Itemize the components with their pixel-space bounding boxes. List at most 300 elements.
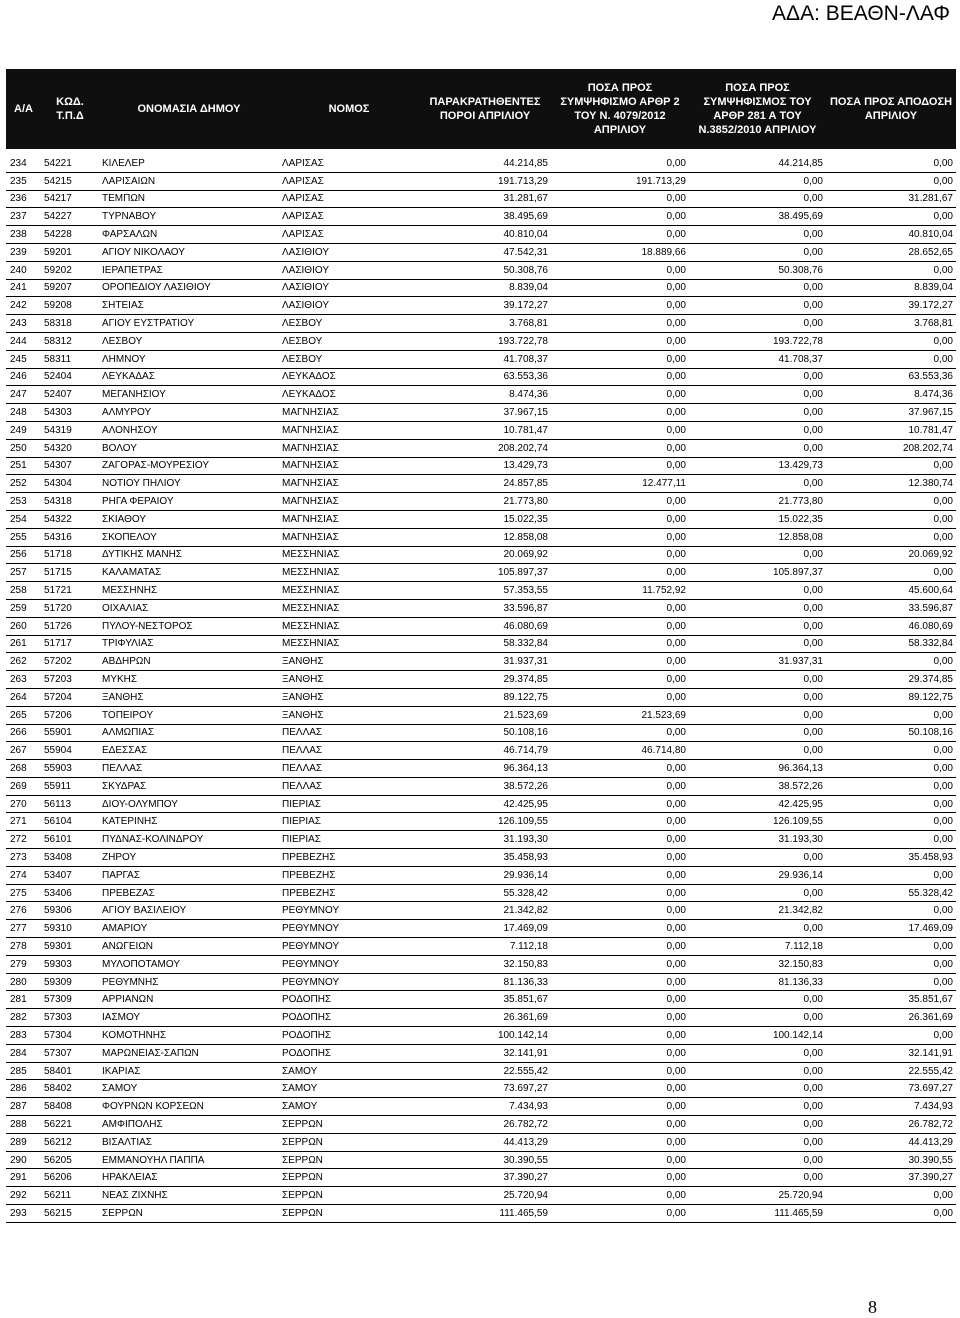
offset-3852-amount: 0,00	[689, 386, 826, 404]
withheld-amount: 20.069,92	[419, 546, 551, 564]
payout-amount: 0,00	[826, 777, 956, 795]
row-number: 242	[6, 297, 41, 315]
payout-amount: 45.600,64	[826, 582, 956, 600]
municipality-code: 57206	[41, 706, 99, 724]
col-header-offset-4079: ΠΟΣΑ ΠΡΟΣ ΣΥΜΨΗΦΙΣΜΟ ΑΡΘΡ 2 ΤΟΥ Ν. 4079/2012 ΑΠΡΙΛΙΟΥ	[551, 69, 689, 149]
row-number: 248	[6, 404, 41, 422]
payout-amount: 35.458,93	[826, 849, 956, 867]
table-row	[6, 831, 956, 849]
table-row	[6, 546, 956, 564]
municipality-code: 59310	[41, 920, 99, 938]
withheld-amount: 24.857,85	[419, 475, 551, 493]
col-header-municipality: ΟΝΟΜΑΣΙΑ ΔΗΜΟΥ	[99, 69, 279, 149]
row-number: 282	[6, 1009, 41, 1027]
prefecture: ΡΕΘΥΜΝΟΥ	[279, 902, 419, 920]
offset-4079-amount: 0,00	[551, 724, 689, 742]
payout-amount: 0,00	[826, 706, 956, 724]
municipality-name: ΑΓΙΟΥ ΒΑΣΙΛΕΙΟΥ	[99, 902, 279, 920]
offset-4079-amount: 0,00	[551, 510, 689, 528]
row-number: 263	[6, 671, 41, 689]
table-row	[6, 884, 956, 902]
prefecture: ΜΕΣΣΗΝΙΑΣ	[279, 546, 419, 564]
offset-3852-amount: 0,00	[689, 475, 826, 493]
payout-amount: 58.332,84	[826, 635, 956, 653]
table-row	[6, 1044, 956, 1062]
payout-amount: 0,00	[826, 564, 956, 582]
prefecture: ΜΑΓΝΗΣΙΑΣ	[279, 475, 419, 493]
col-header-aa: Α/Α	[6, 69, 41, 149]
municipality-name: ΡΗΓΑ ΦΕΡΑΙΟΥ	[99, 493, 279, 511]
offset-4079-amount: 191.713,29	[551, 172, 689, 190]
withheld-amount: 100.142,14	[419, 1027, 551, 1045]
withheld-amount: 44.413,29	[419, 1133, 551, 1151]
prefecture: ΡΕΘΥΜΝΟΥ	[279, 973, 419, 991]
prefecture: ΡΟΔΟΠΗΣ	[279, 1044, 419, 1062]
prefecture: ΞΑΝΘΗΣ	[279, 688, 419, 706]
offset-3852-amount: 13.429,73	[689, 457, 826, 475]
prefecture: ΡΕΘΥΜΝΟΥ	[279, 955, 419, 973]
prefecture: ΛΕΣΒΟΥ	[279, 315, 419, 333]
withheld-amount: 208.202,74	[419, 439, 551, 457]
prefecture: ΡΟΔΟΠΗΣ	[279, 1009, 419, 1027]
withheld-amount: 63.553,36	[419, 368, 551, 386]
withheld-amount: 31.281,67	[419, 190, 551, 208]
municipality-code: 51726	[41, 617, 99, 635]
municipality-name: ΑΜΑΡΙΟΥ	[99, 920, 279, 938]
offset-4079-amount: 0,00	[551, 938, 689, 956]
row-number: 246	[6, 368, 41, 386]
table-row	[6, 795, 956, 813]
municipality-name: ΔΙΟΥ-ΟΛΥΜΠΟΥ	[99, 795, 279, 813]
offset-3852-amount: 0,00	[689, 884, 826, 902]
row-number: 257	[6, 564, 41, 582]
row-number: 240	[6, 261, 41, 279]
municipality-name: ΠΥΛΟΥ-ΝΕΣΤΟΡΟΣ	[99, 617, 279, 635]
payout-amount: 31.281,67	[826, 190, 956, 208]
offset-4079-amount: 0,00	[551, 457, 689, 475]
offset-3852-amount: 0,00	[689, 1133, 826, 1151]
offset-3852-amount: 29.936,14	[689, 866, 826, 884]
prefecture: ΣΑΜΟΥ	[279, 1080, 419, 1098]
payout-amount: 0,00	[826, 973, 956, 991]
withheld-amount: 40.810,04	[419, 226, 551, 244]
municipality-name: ΣΚΟΠΕΛΟΥ	[99, 528, 279, 546]
offset-3852-amount: 0,00	[689, 546, 826, 564]
municipality-name: ΕΔΕΣΣΑΣ	[99, 742, 279, 760]
municipality-code: 54227	[41, 208, 99, 226]
table-row	[6, 1080, 956, 1098]
municipality-name: ΝΕΑΣ ΖΙΧΝΗΣ	[99, 1187, 279, 1205]
table-row	[6, 421, 956, 439]
municipality-code: 52404	[41, 368, 99, 386]
row-number: 279	[6, 955, 41, 973]
table-row	[6, 332, 956, 350]
payout-amount: 10.781,47	[826, 421, 956, 439]
offset-4079-amount: 0,00	[551, 795, 689, 813]
payout-amount: 0,00	[826, 493, 956, 511]
municipality-code: 59306	[41, 902, 99, 920]
table-row	[6, 1098, 956, 1116]
municipality-code: 56206	[41, 1169, 99, 1187]
municipality-name: ΤΕΜΠΩΝ	[99, 190, 279, 208]
row-number: 239	[6, 243, 41, 261]
prefecture: ΠΙΕΡΙΑΣ	[279, 795, 419, 813]
prefecture: ΠΙΕΡΙΑΣ	[279, 813, 419, 831]
offset-4079-amount: 0,00	[551, 902, 689, 920]
row-number: 278	[6, 938, 41, 956]
withheld-amount: 191.713,29	[419, 172, 551, 190]
municipality-name: ΑΜΦΙΠΟΛΗΣ	[99, 1116, 279, 1134]
municipality-code: 57303	[41, 1009, 99, 1027]
prefecture: ΜΑΓΝΗΣΙΑΣ	[279, 528, 419, 546]
row-number: 249	[6, 421, 41, 439]
offset-3852-amount: 0,00	[689, 226, 826, 244]
offset-4079-amount: 0,00	[551, 1169, 689, 1187]
row-number: 261	[6, 635, 41, 653]
table-row	[6, 902, 956, 920]
municipality-name: ΖΑΓΟΡΑΣ-ΜΟΥΡΕΣΙΟΥ	[99, 457, 279, 475]
row-number: 271	[6, 813, 41, 831]
table-row	[6, 760, 956, 778]
table-row	[6, 297, 956, 315]
prefecture: ΠΙΕΡΙΑΣ	[279, 831, 419, 849]
municipality-code: 56215	[41, 1205, 99, 1223]
page-number: 8	[868, 1297, 877, 1317]
offset-4079-amount: 0,00	[551, 1044, 689, 1062]
prefecture: ΡΟΔΟΠΗΣ	[279, 991, 419, 1009]
municipality-code: 54217	[41, 190, 99, 208]
withheld-amount: 50.308,76	[419, 261, 551, 279]
row-number: 236	[6, 190, 41, 208]
payout-amount: 46.080,69	[826, 617, 956, 635]
offset-3852-amount: 100.142,14	[689, 1027, 826, 1045]
table-row	[6, 528, 956, 546]
offset-3852-amount: 126.109,55	[689, 813, 826, 831]
municipality-code: 57304	[41, 1027, 99, 1045]
table-row	[6, 190, 956, 208]
withheld-amount: 193.722,78	[419, 332, 551, 350]
prefecture: ΛΑΡΙΣΑΣ	[279, 226, 419, 244]
table-row	[6, 404, 956, 422]
offset-4079-amount: 0,00	[551, 315, 689, 333]
offset-4079-amount: 0,00	[551, 421, 689, 439]
offset-4079-amount: 0,00	[551, 439, 689, 457]
offset-3852-amount: 0,00	[689, 582, 826, 600]
offset-3852-amount: 105.897,37	[689, 564, 826, 582]
municipality-code: 58311	[41, 350, 99, 368]
municipality-code: 51718	[41, 546, 99, 564]
payout-amount: 28.652,65	[826, 243, 956, 261]
municipality-name: ΛΕΥΚΑΔΑΣ	[99, 368, 279, 386]
withheld-amount: 58.332,84	[419, 635, 551, 653]
municipality-name: ΑΓΙΟΥ ΕΥΣΤΡΑΤΙΟΥ	[99, 315, 279, 333]
table-body	[6, 155, 956, 1222]
row-number: 273	[6, 849, 41, 867]
offset-4079-amount: 0,00	[551, 1205, 689, 1223]
payout-amount: 0,00	[826, 1027, 956, 1045]
offset-4079-amount: 46.714,80	[551, 742, 689, 760]
offset-3852-amount: 0,00	[689, 991, 826, 1009]
table-row	[6, 208, 956, 226]
municipality-code: 51720	[41, 599, 99, 617]
offset-4079-amount: 0,00	[551, 1133, 689, 1151]
offset-4079-amount: 0,00	[551, 973, 689, 991]
offset-3852-amount: 0,00	[689, 742, 826, 760]
table-row	[6, 973, 956, 991]
payout-amount: 26.782,72	[826, 1116, 956, 1134]
municipality-code: 54221	[41, 155, 99, 172]
table-row	[6, 475, 956, 493]
municipality-name: ΒΙΣΑΛΤΙΑΣ	[99, 1133, 279, 1151]
offset-4079-amount: 0,00	[551, 493, 689, 511]
table-row	[6, 172, 956, 190]
offset-4079-amount: 0,00	[551, 279, 689, 297]
row-number: 241	[6, 279, 41, 297]
municipality-name: ΚΑΤΕΡΙΝΗΣ	[99, 813, 279, 831]
row-number: 251	[6, 457, 41, 475]
offset-4079-amount: 0,00	[551, 190, 689, 208]
offset-3852-amount: 0,00	[689, 1080, 826, 1098]
withheld-amount: 7.112,18	[419, 938, 551, 956]
row-number: 288	[6, 1116, 41, 1134]
offset-4079-amount: 0,00	[551, 155, 689, 172]
offset-4079-amount: 0,00	[551, 831, 689, 849]
withheld-amount: 35.458,93	[419, 849, 551, 867]
municipality-code: 54303	[41, 404, 99, 422]
prefecture: ΜΕΣΣΗΝΙΑΣ	[279, 617, 419, 635]
withheld-amount: 42.425,95	[419, 795, 551, 813]
municipality-name: ΚΑΛΑΜΑΤΑΣ	[99, 564, 279, 582]
table-row	[6, 279, 956, 297]
municipality-name: ΙΕΡΑΠΕΤΡΑΣ	[99, 261, 279, 279]
municipality-name: ΣΕΡΡΩΝ	[99, 1205, 279, 1223]
municipality-name: ΛΑΡΙΣΑΙΩΝ	[99, 172, 279, 190]
offset-3852-amount: 0,00	[689, 421, 826, 439]
offset-4079-amount: 18.889,66	[551, 243, 689, 261]
withheld-amount: 3.768,81	[419, 315, 551, 333]
offset-4079-amount: 0,00	[551, 1187, 689, 1205]
offset-3852-amount: 31.193,30	[689, 831, 826, 849]
table-row	[6, 1116, 956, 1134]
offset-3852-amount: 0,00	[689, 724, 826, 742]
table-row	[6, 938, 956, 956]
table-row	[6, 706, 956, 724]
withheld-amount: 96.364,13	[419, 760, 551, 778]
municipality-code: 52407	[41, 386, 99, 404]
table-row	[6, 439, 956, 457]
table-row	[6, 155, 956, 172]
municipality-name: ΗΡΑΚΛΕΙΑΣ	[99, 1169, 279, 1187]
prefecture: ΡΕΘΥΜΝΟΥ	[279, 938, 419, 956]
municipality-name: ΣΚΥΔΡΑΣ	[99, 777, 279, 795]
row-number: 247	[6, 386, 41, 404]
offset-3852-amount: 0,00	[689, 635, 826, 653]
table-row	[6, 955, 956, 973]
municipality-name: ΑΒΔΗΡΩΝ	[99, 653, 279, 671]
offset-3852-amount: 0,00	[689, 849, 826, 867]
payout-amount: 63.553,36	[826, 368, 956, 386]
withheld-amount: 32.150,83	[419, 955, 551, 973]
table-row	[6, 510, 956, 528]
row-number: 262	[6, 653, 41, 671]
municipality-code: 59208	[41, 297, 99, 315]
offset-4079-amount: 0,00	[551, 1009, 689, 1027]
municipality-name: ΡΕΘΥΜΝΗΣ	[99, 973, 279, 991]
withheld-amount: 44.214,85	[419, 155, 551, 172]
municipality-code: 53407	[41, 866, 99, 884]
withheld-amount: 17.469,09	[419, 920, 551, 938]
row-number: 286	[6, 1080, 41, 1098]
row-number: 290	[6, 1151, 41, 1169]
withheld-amount: 13.429,73	[419, 457, 551, 475]
row-number: 264	[6, 688, 41, 706]
table-row	[6, 653, 956, 671]
municipality-code: 59201	[41, 243, 99, 261]
offset-4079-amount: 0,00	[551, 261, 689, 279]
payout-amount: 0,00	[826, 866, 956, 884]
table-row	[6, 599, 956, 617]
withheld-amount: 35.851,67	[419, 991, 551, 1009]
row-number: 289	[6, 1133, 41, 1151]
withheld-amount: 15.022,35	[419, 510, 551, 528]
table-row	[6, 350, 956, 368]
prefecture: ΠΕΛΛΑΣ	[279, 742, 419, 760]
offset-3852-amount: 0,00	[689, 706, 826, 724]
table-row	[6, 635, 956, 653]
table-row	[6, 1133, 956, 1151]
withheld-amount: 41.708,37	[419, 350, 551, 368]
offset-3852-amount: 44.214,85	[689, 155, 826, 172]
row-number: 254	[6, 510, 41, 528]
municipality-name: ΤΡΙΦΥΛΙΑΣ	[99, 635, 279, 653]
offset-4079-amount: 0,00	[551, 208, 689, 226]
prefecture: ΣΑΜΟΥ	[279, 1062, 419, 1080]
payout-amount: 26.361,69	[826, 1009, 956, 1027]
municipality-name: ΜΑΡΩΝΕΙΑΣ-ΣΑΠΩΝ	[99, 1044, 279, 1062]
offset-3852-amount: 96.364,13	[689, 760, 826, 778]
col-header-code: ΚΩΔ. Τ.Π.Δ	[41, 69, 99, 149]
prefecture: ΜΑΓΝΗΣΙΑΣ	[279, 404, 419, 422]
offset-3852-amount: 31.937,31	[689, 653, 826, 671]
offset-3852-amount: 0,00	[689, 315, 826, 333]
offset-3852-amount: 21.342,82	[689, 902, 826, 920]
payout-amount: 29.374,85	[826, 671, 956, 689]
municipality-code: 51721	[41, 582, 99, 600]
payments-table	[6, 69, 956, 1223]
offset-4079-amount: 0,00	[551, 546, 689, 564]
row-number: 270	[6, 795, 41, 813]
municipality-code: 55904	[41, 742, 99, 760]
municipality-code: 58408	[41, 1098, 99, 1116]
prefecture: ΠΕΛΛΑΣ	[279, 760, 419, 778]
table-header-row	[6, 69, 956, 149]
prefecture: ΣΕΡΡΩΝ	[279, 1116, 419, 1134]
table-row	[6, 617, 956, 635]
table-row	[6, 671, 956, 689]
offset-4079-amount: 0,00	[551, 368, 689, 386]
table-row	[6, 1169, 956, 1187]
municipality-code: 54322	[41, 510, 99, 528]
payout-amount: 0,00	[826, 155, 956, 172]
offset-3852-amount: 0,00	[689, 1062, 826, 1080]
prefecture: ΜΑΓΝΗΣΙΑΣ	[279, 457, 419, 475]
row-number: 291	[6, 1169, 41, 1187]
col-header-withheld: ΠΑΡΑΚΡΑΤΗΘΕΝΤΕΣ ΠΟΡΟΙ ΑΠΡΙΛΙΟΥ	[419, 69, 551, 149]
withheld-amount: 46.080,69	[419, 617, 551, 635]
offset-3852-amount: 12.858,08	[689, 528, 826, 546]
table-row	[6, 1062, 956, 1080]
payout-amount: 20.069,92	[826, 546, 956, 564]
table-row	[6, 742, 956, 760]
table-row	[6, 564, 956, 582]
row-number: 256	[6, 546, 41, 564]
row-number: 265	[6, 706, 41, 724]
withheld-amount: 29.936,14	[419, 866, 551, 884]
municipality-code: 57202	[41, 653, 99, 671]
offset-3852-amount: 81.136,33	[689, 973, 826, 991]
payout-amount: 0,00	[826, 261, 956, 279]
prefecture: ΣΑΜΟΥ	[279, 1098, 419, 1116]
offset-3852-amount: 38.572,26	[689, 777, 826, 795]
withheld-amount: 33.596,87	[419, 599, 551, 617]
municipality-name: ΔΥΤΙΚΗΣ ΜΑΝΗΣ	[99, 546, 279, 564]
municipality-name: ΒΟΛΟΥ	[99, 439, 279, 457]
prefecture: ΛΕΣΒΟΥ	[279, 350, 419, 368]
offset-4079-amount: 0,00	[551, 653, 689, 671]
row-number: 258	[6, 582, 41, 600]
prefecture: ΜΑΓΝΗΣΙΑΣ	[279, 421, 419, 439]
col-header-prefecture: ΝΟΜΟΣ	[279, 69, 419, 149]
payout-amount: 208.202,74	[826, 439, 956, 457]
offset-4079-amount: 11.752,92	[551, 582, 689, 600]
prefecture: ΛΕΥΚΑΔΟΣ	[279, 386, 419, 404]
table-row	[6, 386, 956, 404]
municipality-name: ΑΛΜΥΡΟΥ	[99, 404, 279, 422]
payout-amount: 37.967,15	[826, 404, 956, 422]
payout-amount: 22.555,42	[826, 1062, 956, 1080]
municipality-code: 55901	[41, 724, 99, 742]
row-number: 281	[6, 991, 41, 1009]
offset-3852-amount: 111.465,59	[689, 1205, 826, 1223]
municipality-name: ΜΕΓΑΝΗΣΙΟΥ	[99, 386, 279, 404]
offset-3852-amount: 38.495,69	[689, 208, 826, 226]
row-number: 272	[6, 831, 41, 849]
withheld-amount: 55.328,42	[419, 884, 551, 902]
municipality-code: 57204	[41, 688, 99, 706]
offset-3852-amount: 0,00	[689, 1169, 826, 1187]
offset-4079-amount: 0,00	[551, 920, 689, 938]
offset-4079-amount: 0,00	[551, 564, 689, 582]
offset-3852-amount: 41.708,37	[689, 350, 826, 368]
offset-4079-amount: 0,00	[551, 226, 689, 244]
offset-3852-amount: 0,00	[689, 1098, 826, 1116]
table-row	[6, 920, 956, 938]
row-number: 267	[6, 742, 41, 760]
payout-amount: 0,00	[826, 1205, 956, 1223]
offset-4079-amount: 0,00	[551, 760, 689, 778]
prefecture: ΜΑΓΝΗΣΙΑΣ	[279, 493, 419, 511]
payout-amount: 0,00	[826, 172, 956, 190]
municipality-code: 55911	[41, 777, 99, 795]
row-number: 277	[6, 920, 41, 938]
table-row	[6, 688, 956, 706]
municipality-name: ΝΟΤΙΟΥ ΠΗΛΙΟΥ	[99, 475, 279, 493]
row-number: 238	[6, 226, 41, 244]
row-number: 287	[6, 1098, 41, 1116]
municipality-name: ΙΑΣΜΟΥ	[99, 1009, 279, 1027]
table-row	[6, 582, 956, 600]
withheld-amount: 126.109,55	[419, 813, 551, 831]
